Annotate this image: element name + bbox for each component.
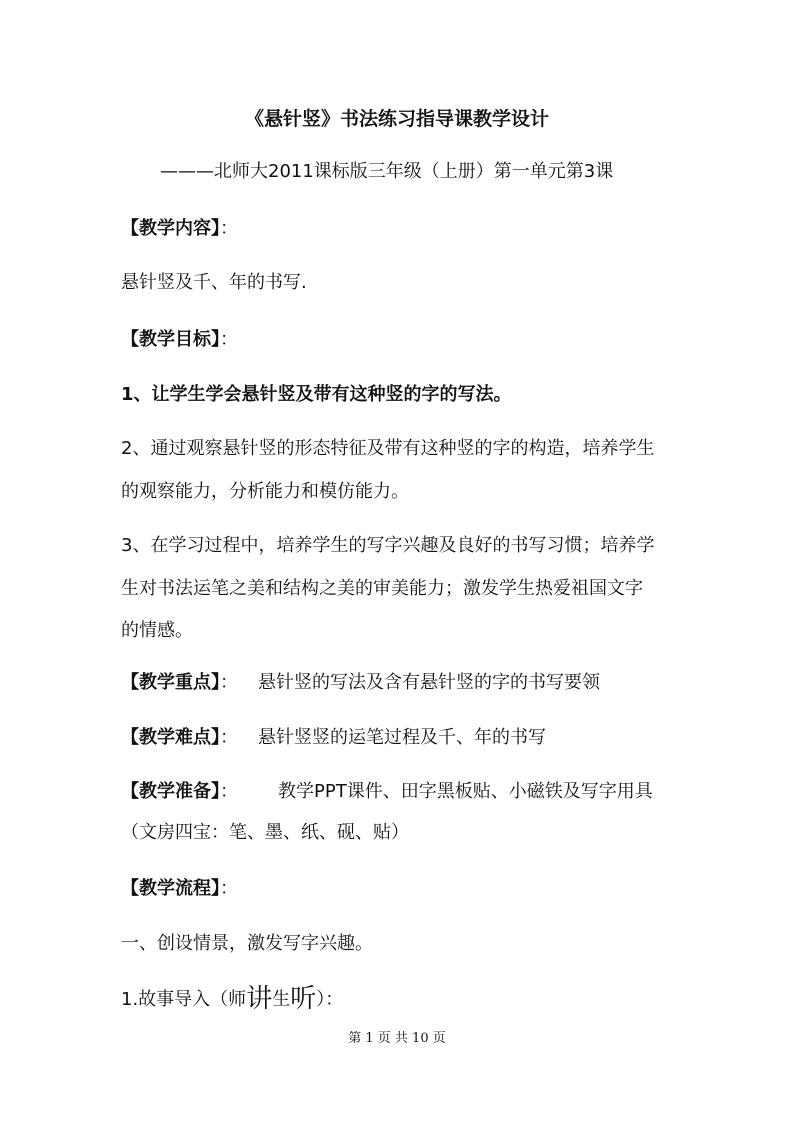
- goal-item-3-line-1: 3、在学习过程中，培养学生的写字兴趣及良好的书写习惯；培养学: [121, 535, 655, 556]
- goals-heading: 【教学目标】: [121, 329, 220, 350]
- preparation-text-2: （文房四宝：笔、墨、纸、砚、贴）: [121, 822, 409, 843]
- content-colon: ：: [220, 218, 238, 239]
- difficulty-text: 悬针竖竖的运笔过程及千、年的书写: [258, 727, 546, 748]
- process-heading-line: [121, 878, 681, 900]
- process-sub-1-big-1: 讲: [246, 984, 273, 1014]
- difficulty-heading: 【教学难点】: [121, 727, 220, 748]
- goal-item-3-line-3: 的情感。: [121, 620, 193, 641]
- preparation-heading: 【教学准备】: [121, 781, 220, 802]
- process-sub-1-mid: 生: [272, 989, 291, 1010]
- process-heading: 【教学流程】: [121, 878, 220, 899]
- document-subtitle: ———北师大2011课标版三年级（上册）第一单元第3课: [160, 161, 614, 182]
- key-point-text: 悬针竖的写法及含有悬针竖的字的书写要领: [258, 672, 600, 693]
- process-colon: ：: [220, 878, 238, 899]
- goal-item-2-line-2: 的观察能力，分析能力和模仿能力。: [121, 481, 409, 502]
- goals-heading-line: [121, 329, 681, 351]
- process-step-1: 一、创设情景，激发写字兴趣。: [121, 933, 373, 954]
- preparation-text-1: 教学PPT课件、田字黑板贴、小磁铁及写字用具: [278, 781, 653, 802]
- goals-colon: ：: [220, 329, 238, 350]
- content-text: 悬针竖及千、年的书写.: [121, 272, 307, 293]
- page-number-footer: 第 1 页 共 10 页: [348, 1031, 446, 1046]
- content-heading: 【教学内容】: [121, 218, 220, 239]
- process-sub-1-big-2: 听: [290, 984, 317, 1014]
- goal-item-3-line-2: 生对书法运笔之美和结构之美的审美能力；激发学生热爱祖国文字: [121, 578, 643, 599]
- preparation-colon: ：: [220, 781, 238, 802]
- difficulty-line: [121, 727, 681, 749]
- process-sub-1: [121, 984, 681, 1014]
- key-point-colon: ：: [220, 672, 238, 693]
- key-point-line: [121, 672, 681, 694]
- goal-item-2-line-1: 2、通过观察悬针竖的形态特征及带有这种竖的字的构造，培养学生: [121, 438, 655, 459]
- process-sub-1-suffix: ）：: [316, 989, 344, 1010]
- process-sub-1-prefix: 1.故事导入（师: [121, 989, 247, 1010]
- preparation-line-1: [121, 781, 681, 803]
- goal-item-1: 1、让学生学会悬针竖及带有这种竖的字的写法。: [121, 384, 512, 405]
- key-point-heading: 【教学重点】: [121, 672, 220, 693]
- content-heading-line: [121, 218, 681, 240]
- document-title: 《悬针竖》书法练习指导课教学设计: [244, 108, 549, 130]
- difficulty-colon: ：: [220, 727, 238, 748]
